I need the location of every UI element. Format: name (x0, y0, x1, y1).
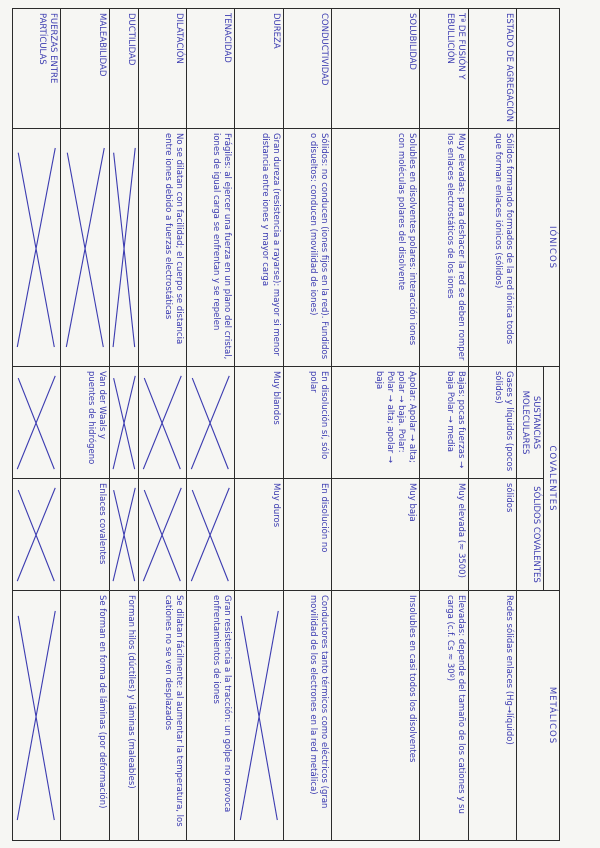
table-row (61, 9, 109, 841)
cell-ionicos: Frágiles: al ejercer una fuerza en un plano del cristal, iones de igual carga se enfrentan y se repelen (187, 129, 235, 367)
cell-sustancias: Gases y líquidos (pocos sólidos) (468, 367, 516, 479)
cross-out-mark (13, 479, 60, 590)
cell-sustancias (187, 367, 235, 479)
cell-metalicos (235, 591, 283, 841)
cell-metalicos: Forman hilos (dúctiles) y láminas (maleables) (109, 591, 138, 841)
cell-metalicos: Se forman en forma de láminas (por deformación) (61, 591, 109, 841)
properties-table (12, 8, 560, 841)
cell-ionicos: Sólidos: no conducen (iones fijos en la red). Fundidos o disueltos: conducen (movilidad de iones) (283, 129, 331, 367)
row-label: DILATACIÓN (138, 9, 186, 129)
cell-ionicos (109, 129, 138, 367)
cell-sustancias: Bajas: pocas fuerzas → baja Polar → media (420, 367, 468, 479)
cross-out-mark (110, 479, 138, 590)
cell-solidos: Muy elevada (≈ 3500) (420, 479, 468, 591)
cell-solidos: Muy duros (235, 479, 283, 591)
table-row (138, 9, 186, 841)
cross-out-mark (139, 479, 186, 590)
cross-out-mark (13, 129, 60, 366)
header-ionicos: IÓNICOS (517, 129, 560, 367)
row-label: MALEABILIDAD (61, 9, 109, 129)
cell-sustancias (138, 367, 186, 479)
cross-out-mark (61, 129, 108, 366)
table-row (235, 9, 283, 841)
row-label: SOLUBILIDAD (332, 9, 420, 129)
header-sustancias-moleculares: SUSTANCIAS MOLECULARES (517, 367, 544, 479)
cell-solidos (109, 479, 138, 591)
cell-solidos: Muy baja (332, 479, 420, 591)
row-label: ESTADO DE AGREGACIÓN (468, 9, 516, 129)
cross-out-mark (110, 367, 138, 478)
cell-solidos (138, 479, 186, 591)
table-row (332, 9, 420, 841)
cross-out-mark (13, 367, 60, 478)
header-row-groups (544, 9, 560, 841)
cell-sustancias: Muy blandos (235, 367, 283, 479)
row-label: Tª DE FUSIÓN Y EBULLICIÓN (420, 9, 468, 129)
cell-ionicos: Sólidos formando formados de la red iónica todos que forman enlaces iónicos (sólidos) (468, 129, 516, 367)
cell-metalicos: Se dilatan fácilmente: al aumentar la temperatura, los cationes no se ven desplazados (138, 591, 186, 841)
cross-out-mark (110, 129, 138, 366)
cell-metalicos: Redes sólidas enlaces (Hg→líquido) (468, 591, 516, 841)
table-row (468, 9, 516, 841)
cell-metalicos: Gran resistencia a la tracción: un golpe no provoca enfrentamientos de iones (187, 591, 235, 841)
table-row (109, 9, 138, 841)
cell-sustancias (109, 367, 138, 479)
cell-ionicos: Solubles en disolventes polares: interacción iones con moléculas polares del disolvente (332, 129, 420, 367)
cell-metalicos: Conductores tanto térmicos como eléctricos (gran movilidad de los electrones en la red metálica) (283, 591, 331, 841)
cell-ionicos: No se dilatan con facilidad; el cuerpo se distancia entre iones debido a fuerzas electrostáticas (138, 129, 186, 367)
row-label: TENACIDAD (187, 9, 235, 129)
cell-sustancias: Van der Waals y puentes de hidrógeno (61, 367, 109, 479)
cell-metalicos: Elevadas: depende del tamaño de los cationes y su carga (c.f. Cs ≈ 30º) (420, 591, 468, 841)
header-solidos-covalentes: SÓLIDOS COVALENTES (517, 479, 544, 591)
header-covalentes: COVALENTES (544, 367, 560, 591)
row-label: CONDUCTIVIDAD (283, 9, 331, 129)
cell-sustancias (13, 367, 61, 479)
cell-solidos: Enlaces covalentes (61, 479, 109, 591)
table-row (187, 9, 235, 841)
cross-out-mark (13, 591, 60, 840)
table-row (420, 9, 468, 841)
cell-ionicos: Gran dureza (resistencia a rayarse): mayor si menor distancia entre iones y mayor carga (235, 129, 283, 367)
row-label: FUERZAS ENTRE PARTÍCULAS (13, 9, 61, 129)
cell-metalicos: Insolubles en casi todos los disolventes (332, 591, 420, 841)
cell-sustancias: Apolar: Apolar → alta; polar → baja. Polar: Polar → alta; apolar → baja (332, 367, 420, 479)
cell-ionicos (61, 129, 109, 367)
cell-solidos (13, 479, 61, 591)
corner-cell (517, 9, 560, 129)
cell-solidos: sólidos (468, 479, 516, 591)
cell-metalicos (13, 591, 61, 841)
cell-solidos (187, 479, 235, 591)
cell-ionicos (13, 129, 61, 367)
table-row (283, 9, 331, 841)
cell-ionicos: Muy elevadas: para deshacer la red se deben romper los enlaces electrostáticos de los iones (420, 129, 468, 367)
cell-solidos: En disolución no (283, 479, 331, 591)
cell-sustancias: En disolución sí, sólo polar (283, 367, 331, 479)
cross-out-mark (187, 479, 234, 590)
cross-out-mark (235, 591, 282, 840)
header-metalicos: METÁLICOS (517, 591, 560, 841)
table-row (13, 9, 61, 841)
row-label: DUREZA (235, 9, 283, 129)
cross-out-mark (139, 367, 186, 478)
row-label: DUCTILIDAD (109, 9, 138, 129)
cross-out-mark (187, 367, 234, 478)
